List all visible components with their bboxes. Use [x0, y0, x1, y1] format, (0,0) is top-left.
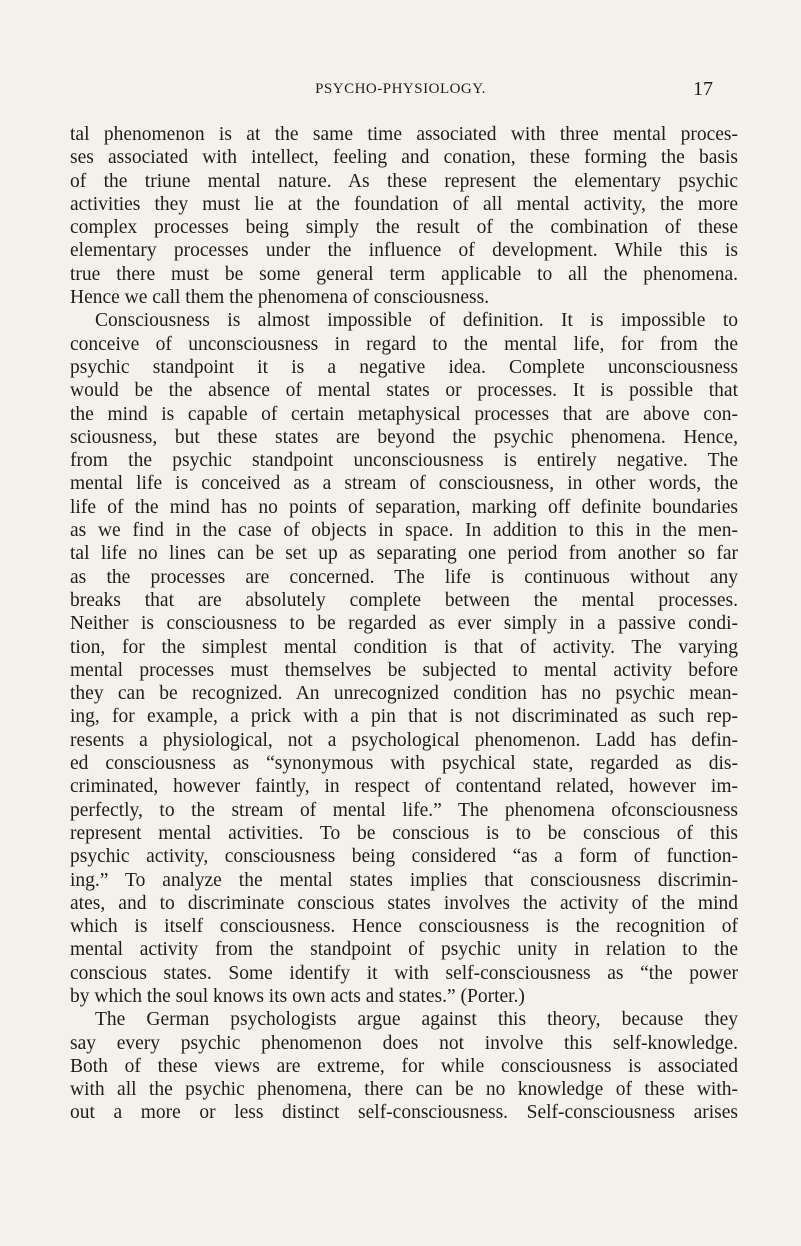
text-line: The German psychologists argue against this theory, because they [95, 1009, 738, 1031]
text-line: the mind is capable of certain metaphysical processes that are above con- [70, 403, 738, 425]
page-number: 17 [693, 78, 713, 100]
text-line: ing, for example, a prick with a pin that is not discriminated as such rep- [70, 706, 738, 728]
text-line: represent mental activities. To be conscious is to be conscious of this [70, 822, 738, 844]
text-line: sciousness, but these states are beyond the psychic phenomena. Hence, [70, 426, 738, 448]
text-line: conscious states. Some identify it with self-consciousness as “the power [70, 962, 738, 984]
text-line: Both of these views are extreme, for while consciousness is associated [70, 1055, 738, 1077]
text-line: complex processes being simply the result of the combination of these [70, 217, 738, 239]
text-line: mental processes must themselves be subjected to mental activity before [70, 659, 738, 681]
page-header [0, 79, 801, 103]
text-line: ing.” To analyze the mental states implies that consciousness discrimin- [70, 869, 738, 891]
text-line: criminated, however faintly, in respect of contentand related, however im- [70, 776, 738, 798]
text-line: tal phenomenon is at the same time associated with three mental proces- [70, 124, 738, 145]
text-line: tal life no lines can be set up as separating one period from another so far [70, 543, 738, 565]
text-line: by which the soul knows its own acts and states.” (Porter.) [70, 985, 525, 1007]
text-line: conceive of unconsciousness in regard to the mental life, for from the [70, 333, 738, 355]
text-line: elementary processes under the influence of development. While this is [70, 240, 738, 262]
text-line: breaks that are absolutely complete between the mental processes. [70, 589, 738, 611]
text-line: ses associated with intellect, feeling and conation, these forming the basis [70, 147, 738, 169]
text-line: resents a physiological, not a psychological phenomenon. Ladd has defin- [70, 729, 738, 751]
text-line: from the psychic standpoint unconsciousness is entirely negative. The [70, 450, 738, 472]
text-line: activities they must lie at the foundation of all mental activity, the more [70, 193, 738, 215]
text-line: ed consciousness as “synonymous with psychical state, regarded as dis- [70, 753, 738, 775]
text-line: which is itself consciousness. Hence consciousness is the recognition of [70, 916, 738, 938]
text-line: psychic standpoint it is a negative idea. Complete unconsciousness [70, 356, 738, 378]
text-line: with all the psychic phenomena, there can be no knowledge of these with- [70, 1079, 738, 1101]
text-line: Neither is consciousness to be regarded as ever simply in a passive condi- [70, 613, 738, 635]
text-line: they can be recognized. An unrecognized condition has no psychic mean- [70, 683, 738, 705]
text-line: true there must be some general term applicable to all the phenomena. [70, 263, 738, 285]
text-line: out a more or less distinct self-consciousness. Self-consciousness arises [70, 1102, 738, 1124]
text-line: as we find in the case of objects in space. In addition to this in the men- [70, 520, 738, 542]
text-line: psychic activity, consciousness being considered “as a form of function- [70, 846, 738, 868]
text-line: mental activity from the standpoint of psychic unity in relation to the [70, 939, 738, 961]
body-text [70, 123, 738, 1125]
running-head: PSYCHO-PHYSIOLOGY. [315, 81, 486, 97]
text-line: mental life is conceived as a stream of consciousness, in other words, the [70, 473, 738, 495]
text-line: perfectly, to the stream of mental life.” The phenomena ofconsciousness [70, 799, 738, 821]
text-line: say every psychic phenomenon does not involve this self-knowledge. [70, 1032, 738, 1054]
text-line: of the triune mental nature. As these represent the elementary psychic [70, 170, 738, 192]
text-line: tion, for the simplest mental condition is that of activity. The varying [70, 636, 738, 658]
text-line: as the processes are concerned. The life is continuous without any [70, 566, 738, 588]
text-line: Consciousness is almost impossible of definition. It is impossible to [95, 310, 738, 332]
text-line: Hence we call them the phenomena of consciousness. [70, 287, 490, 309]
text-line: ates, and to discriminate conscious states involves the activity of the mind [70, 892, 738, 914]
text-line: would be the absence of mental states or processes. It is possible that [70, 380, 738, 402]
text-line: life of the mind has no points of separation, marking off definite boundaries [70, 496, 738, 518]
